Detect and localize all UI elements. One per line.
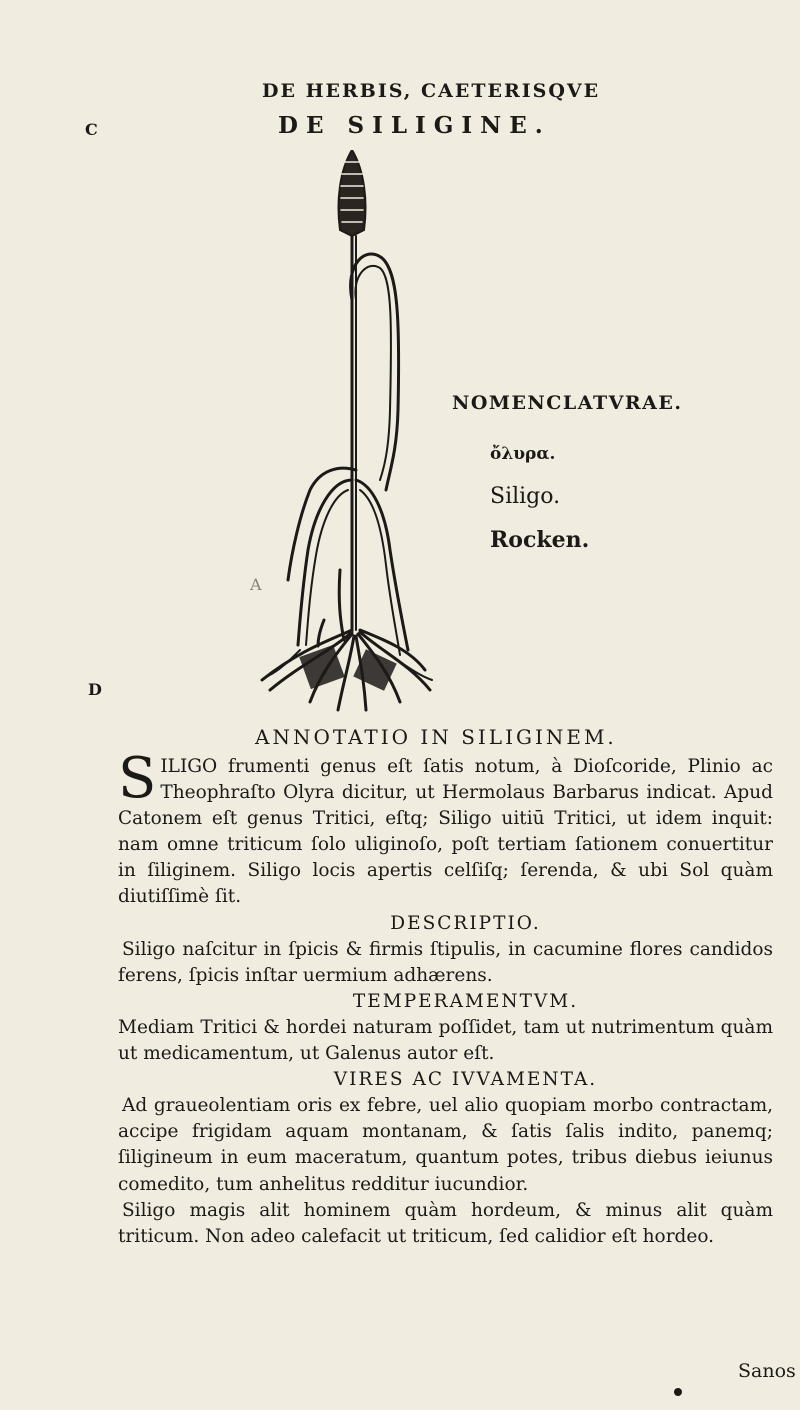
body-text — [118, 746, 773, 1250]
descriptio-text: Siligo naſcitur in ſpicis & firmis ſtipulis, in cacumine flores candidos ferens, ſpicis inſtar uermium adhærens. — [118, 938, 773, 986]
page-dot — [674, 1388, 682, 1396]
margin-letter-c: C — [85, 120, 98, 139]
temperamentum-heading: TEMPERAMENTVM. — [352, 990, 579, 1012]
siligo-woodcut-illustration — [240, 150, 440, 720]
chapter-title: DE SILIGINE. — [278, 112, 551, 139]
vires-paragraph-2: Siligo magis alit hominem quàm hordeum, & minus alit quàm triticum. Non adeo calefacit ut triticum, ſed calidior eſt hordeo. — [118, 1199, 773, 1247]
vires-heading: VIRES AC IVVAMENTA. — [333, 1069, 598, 1091]
descriptio-heading: DESCRIPTIO. — [390, 912, 541, 934]
figure-letter-a: A — [250, 575, 262, 594]
nomenclature-box — [452, 392, 752, 553]
german-name: Rocken. — [490, 527, 590, 553]
latin-name: Siligo. — [490, 484, 561, 509]
annotatio-heading: ANNOTATIO IN SILIGINEM. — [255, 725, 617, 749]
annotatio-paragraph — [118, 746, 773, 911]
nomenclature-heading: NOMENCLATVRAE. — [452, 392, 683, 414]
running-head: DE HERBIS, CAETERISQVE — [262, 80, 601, 102]
catchword: Sanos — [738, 1360, 796, 1382]
vires-paragraph-1: Ad graueolentiam oris ex febre, uel alio quopiam morbo contractam, accipe frigidam aquam montanam, & ſatis ſalis indito, panemq; ſiligineum in eum maceratum, quantum potes, tribus diebus ieiunus comedito, tum anhelitus redditur iucundior. — [118, 1095, 773, 1195]
annotatio-text: ILIGO frumenti genus eſt ſatis notum, à Dioſcoride, Plinio ac Theophraſto Olyra dicitur, ut Hermolaus Barbarus indicat. Apud Catonem eſt genus Tritici, eſtq; Siligo uitiū Tritici, ut idem inquit: nam omne triticum ſolo uliginoſo, poſt tertiam ſationem conuertitur in ſiliginem. Siligo locis apertis celſiſq; ſerenda, & ubi Sol quàm diutiſſimè ſit. — [118, 756, 773, 908]
drop-cap: S — [118, 746, 157, 811]
temperamentum-text: Mediam Tritici & hordei naturam poſſidet, tam ut nutrimentum quàm ut medicamentum, ut Galenus autor eſt. — [118, 1016, 773, 1065]
margin-letter-d: D — [88, 680, 102, 699]
greek-name: ὄλυρα. — [490, 444, 556, 464]
